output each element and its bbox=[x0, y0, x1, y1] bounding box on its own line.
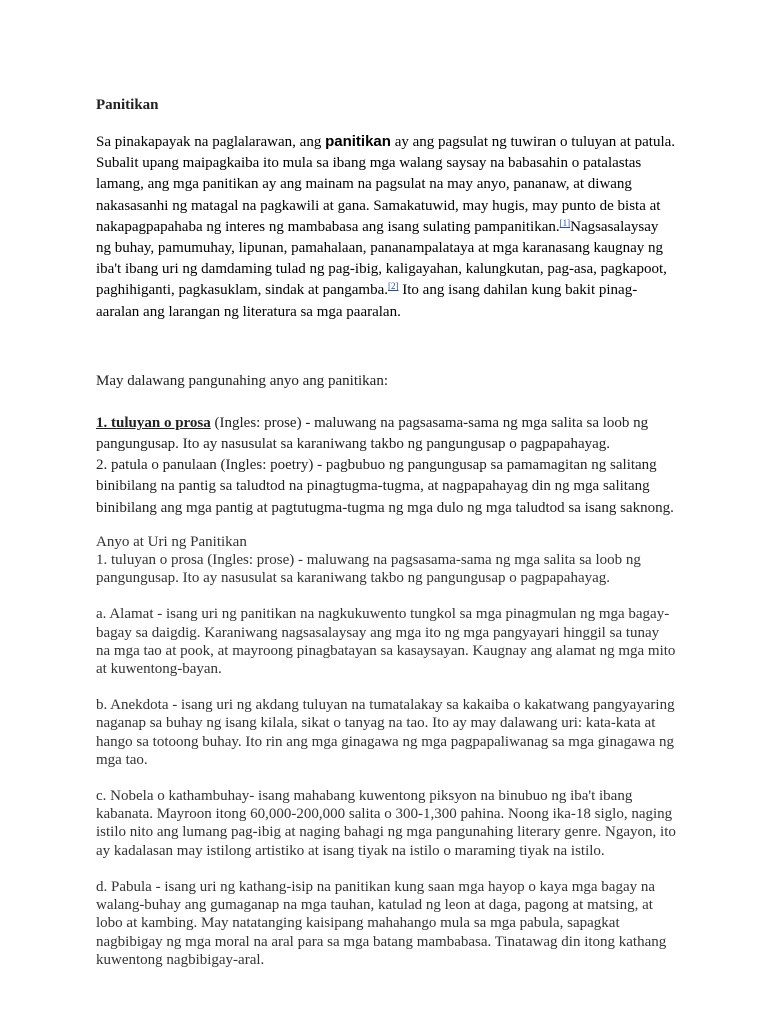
document-page bbox=[96, 94, 676, 969]
para1-text-mid: Nagsasalaysay ng buhay, pamumuhay, lipunan, pamahalaan, pananampalataya at mga karanasang kaugnay ng iba't ibang uri ng damdaming tulad ng pag-ibig, kaligayahan, kalungkutan, pag-asa, pagkapoot, paghihiganti, pagkasuklam, sindak at pangamba. bbox=[96, 218, 667, 299]
anyo-heading: Anyo at Uri ng Panitikan bbox=[96, 533, 247, 550]
footnote-1[interactable] bbox=[560, 218, 571, 228]
anyo-item-d: d. Pabula - isang uri ng kathang-isip na panitikan kung saan mga hayop o kaya mga bagay na walang-buhay ang gumaganap na mga tauhan, katulad ng leon at daga, pagong at matsing, at lobo at kambing. May natatanging kaisipang mahahango mula sa mga pabula, sapagkat nagbibigay ng mga moral na aral para sa mga batang mambabasa. Tinatawag din itong kathang kuwentong nagbibigay-aral. bbox=[96, 878, 667, 968]
patula-definition: 2. patula o panulaan (Ingles: poetry) - pagbubuo ng pangungusap sa pamamagitan ng salitang binibilang na pantig sa taludtod na pinagtugma-tugma, at nagpapahayag din ng mga salitang binibilang ang mga pantig at pagtutugma-tugma ng mga dulo ng mga taludtod sa isang saknong. bbox=[96, 457, 674, 516]
intro-paragraph bbox=[96, 131, 676, 323]
anyo-section bbox=[96, 533, 676, 969]
forms-list bbox=[96, 413, 676, 519]
footnote-1-link[interactable]: [1] bbox=[559, 217, 571, 228]
term-tuluyan: 1. tuluyan o prosa bbox=[96, 414, 211, 431]
anyo-line1: 1. tuluyan o prosa (Ingles: prose) - maluwang na pagsasama-sama ng mga salita sa loob ng pangungusap. Ito ay nasusulat sa karaniwang takbo ng pangungusap o pagpapahayag. bbox=[96, 552, 641, 587]
forms-intro: May dalawang pangunahing anyo ang panitikan: bbox=[96, 372, 389, 389]
anyo-item-c: c. Nobela o kathambuhay- isang mahabang kuwentong piksyon na binubuo ng iba't ibang kabanata. Mayroon itong 60,000-200,000 salita o 300-1,300 pahina. Noong ika-18 siglo, naging istilo nito ang lumang pag-ibig at naging bahagi ng mga pangunahing literary genre. Ngayon, ito ay kadalasan may istilong artistiko at isang tiyak na istilo o maraming tiyak na istilo. bbox=[96, 788, 676, 859]
para1-text-start: Sa pinakapayak na paglalarawan, ang bbox=[96, 134, 326, 150]
footnote-2[interactable] bbox=[388, 281, 399, 291]
footnote-2-link[interactable]: [2] bbox=[388, 281, 399, 292]
tuluyan-definition: (Ingles: prose) - maluwang na pagsasama-sama ng mga salita sa loob ng pangungusap. Ito ay nasusulat sa karaniwang takbo ng pangungusap o pagpapahayag. bbox=[96, 414, 649, 453]
anyo-item-b: b. Anekdota - isang uri ng akdang tuluyan na tumatalakay sa kakaiba o kakatwang pangyayaring naganap sa buhay ng isang kilala, sikat o tanyag na tao. Ito ay may dalawang uri: kata-kata at hango sa totoong buhay. Ito rin ang mga ginagawa ng mga pagpapaliwanag sa mga ginagawa ng mga tao. bbox=[96, 697, 675, 768]
anyo-item-a: a. Alamat - isang uri ng panitikan na nagkukuwento tungkol sa mga pinagmulan ng mga bagay-bagay sa daigdig. Karaniwang nagsasalaysay ang mga ito ng mga pangyayari hinggil sa tunay na mga tao at pook, at mayroong pinagbatayan sa kasaysayan. Kaugnay ang alamat ng mga mito at kuwentong-bayan. bbox=[96, 606, 676, 678]
document-title: Panitikan bbox=[96, 97, 159, 113]
para1-text-end: Ito ang isang dahilan kung bakit pinag-aaralan ang larangan ng literatura sa mga paaralan. bbox=[96, 282, 638, 320]
para1-text-body: ay ang pagsulat ng tuwiran o tuluyan at patula. Subalit upang maipagkaiba ito mula sa ibang mga walang saysay na babasahin o patalastas lamang, ang mga panitikan ay ang mainam na pagsulat na may anyo, pananaw, at diwang nakasasanhi ng matagal na pagkawili at gana. Samakatuwid, may hugis, may punto de bista at nakapagpapahaba ng interes ng mambabasa ang isang sulating pampanitikan. bbox=[96, 134, 676, 235]
keyword-panitikan: panitikan bbox=[325, 133, 391, 150]
